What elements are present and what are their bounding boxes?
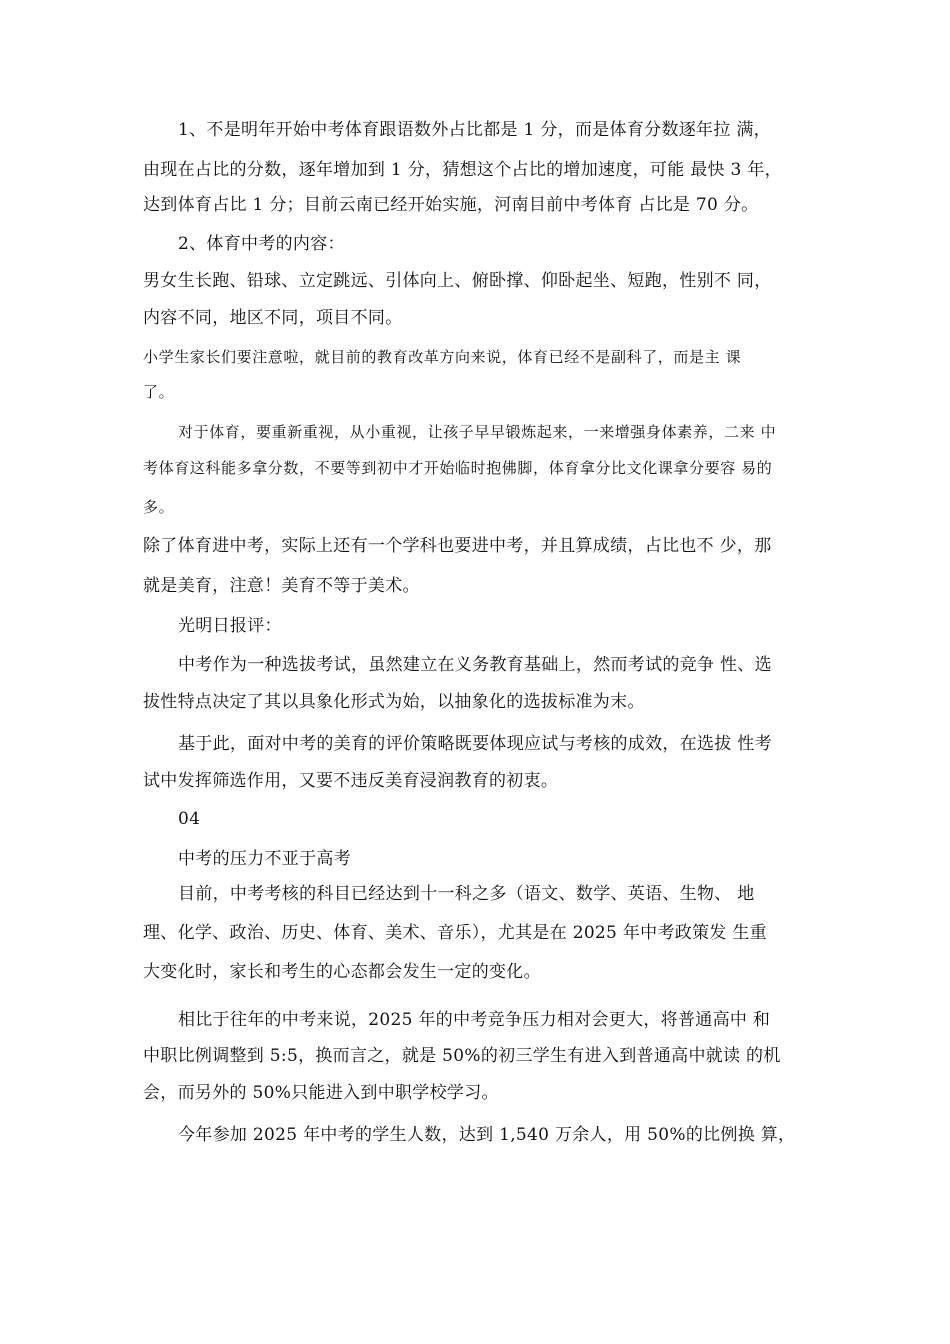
section-number: 04 <box>178 809 201 829</box>
paragraph-6-line-2: 就是美育，注意！美育不等于美术。 <box>143 576 420 596</box>
paragraph-9-line-1: 基于此，面对中考的美育的评价策略既要体现应试与考核的成效，在选拔 性考 <box>178 734 772 754</box>
paragraph-3-line-2: 内容不同，地区不同，项目不同。 <box>143 308 403 328</box>
paragraph-5-line-1: 对于体育，要重新重视，从小重视，让孩子早早锻炼起来，一来增强身体素养，二来 中 <box>178 423 777 441</box>
paragraph-12-line-1: 目前，中考考核的科目已经达到十一科之多（语文、数学、英语、生物、 地 <box>178 884 755 904</box>
paragraph-8-line-2: 拔性特点决定了其以具象化形式为始，以抽象化的选拔标准为末。 <box>143 692 645 712</box>
paragraph-5-line-2: 考体育这科能多拿分数，不要等到初中才开始临时抱佛脚，体育拿分比文化课拿分要容 易的 <box>143 459 773 477</box>
paragraph-13-line-1: 相比于往年的中考来说，2025 年的中考竞争压力相对会更大，将普通高中 和 <box>178 1010 771 1030</box>
paragraph-2-heading: 2、体育中考的内容： <box>178 234 345 254</box>
paragraph-8-line-1: 中考作为一种选拔考试，虽然建立在义务教育基础上，然而考试的竞争 性、选 <box>178 655 772 675</box>
paragraph-1-line-1: 1、不是明年开始中考体育跟语数外占比都是 1 分，而是体育分数逐年拉 满， <box>178 120 771 140</box>
paragraph-4-line-1: 小学生家长们要注意啦，就目前的教育改革方向来说，体育已经不是副科了，而是主 课 <box>143 348 742 366</box>
paragraph-4-line-2: 了。 <box>143 383 175 401</box>
paragraph-14-line-1: 今年参加 2025 年中考的学生人数，达到 1,540 万余人，用 50%的比例换 算， <box>178 1125 796 1145</box>
paragraph-13-line-2: 中职比例调整到 5:5，换而言之，就是 50%的初三学生有进入到普通高中就读 的机 <box>143 1046 781 1066</box>
paragraph-7-heading: 光明日报评： <box>178 616 282 636</box>
paragraph-6-line-1: 除了体育进中考，实际上还有一个学科也要进中考，并且算成绩，占比也不 少，那 <box>143 536 772 556</box>
paragraph-5-line-3: 多。 <box>143 498 175 516</box>
section-heading: 中考的压力不亚于高考 <box>178 849 351 869</box>
paragraph-9-line-2: 试中发挥筛选作用，又要不违反美育浸润教育的初衷。 <box>143 771 559 791</box>
paragraph-1-line-2: 由现在占比的分数，逐年增加到 1 分，猜想这个占比的增加速度，可能 最快 3 年， <box>143 160 782 180</box>
paragraph-1-line-3: 达到体育占比 1 分；目前云南已经开始实施，河南目前中考体育 占比是 70 分。 <box>143 195 759 215</box>
paragraph-12-line-3: 大变化时，家长和考生的心态都会发生一定的变化。 <box>143 962 541 982</box>
paragraph-3-line-1: 男女生长跑、铅球、立定跳远、引体向上、俯卧撑、仰卧起坐、短跑，性别不 同， <box>143 271 772 291</box>
paragraph-12-line-2: 理、化学、政治、历史、体育、美术、音乐），尤其是在 2025 年中考政策发 生重 <box>143 923 767 943</box>
paragraph-13-line-3: 会，而另外的 50%只能进入到中职学校学习。 <box>143 1083 499 1103</box>
